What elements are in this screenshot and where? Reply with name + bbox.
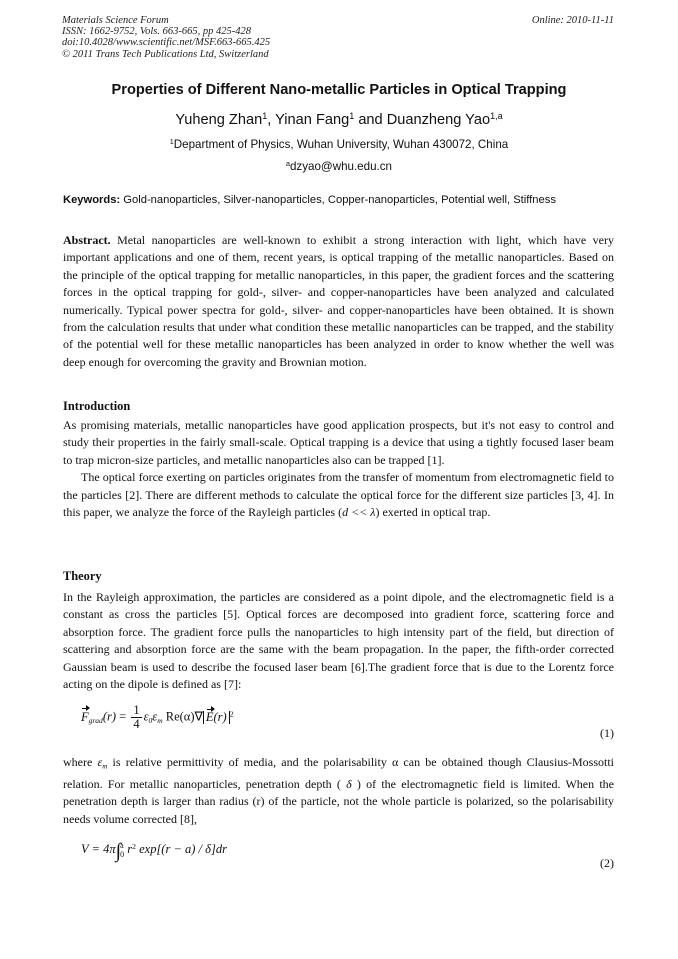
theory-body	[63, 589, 614, 693]
author-name: Yinan Fang	[275, 112, 350, 128]
copyright-line: © 2011 Trans Tech Publications Ltd, Switzerland	[62, 48, 269, 60]
journal-name: Materials Science Forum	[62, 15, 169, 26]
author-list	[0, 112, 678, 128]
keywords	[63, 194, 615, 206]
author-separator: ,	[267, 112, 276, 128]
online-date: Online: 2010-11-11	[531, 15, 614, 26]
email-line	[0, 160, 678, 173]
author-affil-mark: 1	[262, 111, 268, 122]
author-name: Yuheng Zhan	[175, 112, 263, 128]
theory-paragraph-1: In the Rayleigh approximation, the particles are considered as a point dipole, and the electromagnetic field is a constant as cross the particles [5]. Optical forces are decomposed into gradient force, scattering force and absorption force. The gradient force pulls the nanoparticles to high intensity part of the field, but direction of scattering and absorption force are the same with the beam propagation. In the paper, the fifth-order corrected Gaussian beam is used to describe the focused laser beam [6].The gradient force that is due to the Lorentz force acting on the dipole is defined as [7]:	[63, 590, 614, 692]
rayleigh-condition: d << λ	[342, 505, 376, 520]
introduction-body	[63, 417, 614, 521]
issn-line: ISSN: 1662-9752, Vols. 663-665, pp 425-428	[62, 26, 251, 38]
affiliation-mark: 1	[169, 137, 174, 147]
affiliation-text: Department of Physics, Wuhan University, Wuhan 430072, China	[173, 138, 509, 151]
gradient-force-formula: $F_{grad}(r)$ = $\frac{1}{4}$ $\varepsilon_0\varepsilon_m$ Re(α)∇ E(r) $^2$	[81, 703, 234, 732]
paper-title: Properties of Different Nano-metallic Particles in Optical Trapping	[111, 82, 567, 98]
email-mark: a	[285, 159, 290, 169]
abstract-text: Metal nanoparticles are well-known to exhibit a strong interaction with light, which have very important applications and one of them, recent years, is optical trapping of the metallic nanoparticles. Based on the principle of the optical trapping for metallic nanoparticles, in this paper, the gradient forces and the scattering forces in the optical trapping for gold-, silver- and copper-nanoparticles have been analyzed and calculated numerically. Typical power spectra for gold-, silver- and copper-nanoparticles have been obtained. It is shown from the calculation results that under what condition these metallic nanoparticles can be trapped, and the stability of the potential well for these metallic nanoparticles has been analyzed in order to know whether the well was deep enough for overcoming the gravity and Brownian motion.	[63, 233, 614, 369]
doi-line: doi:10.4028/www.scientific.net/MSF.663-665.425	[62, 37, 271, 49]
equation-2-number: (2)	[600, 856, 614, 870]
keywords-text: Gold-nanoparticles, Silver-nanoparticles, Copper-nanoparticles, Potential well, Stiffness	[120, 194, 556, 206]
section-heading-theory: Theory	[63, 569, 102, 583]
author-affil-mark: 1,a	[490, 111, 503, 122]
journal-header	[62, 15, 270, 60]
theory-body-2	[63, 754, 614, 828]
equation-2	[63, 838, 614, 870]
equation-1	[63, 704, 614, 750]
intro-paragraph-2: The optical force exerting on particles originates from the transfer of momentum from electromagnetic field to the particles [2]. There are different methods to calculate the optical force for the different size particles [3, 4]. In this paper, we analyze the force of the Rayleigh particles (d << λ) exerted in optical trap.	[63, 470, 614, 520]
volume-integral-formula: V = 4π∫ a 0 $r^2$ exp[(r − a) / δ]dr	[81, 840, 227, 862]
theory-paragraph-2: where $\varepsilon_m$ is relative permittivity of media, and the polarisability α can be obtained though Clausius-Mossotti relation. For metallic nanoparticles, penetration depth ( δ ) of the electromagnetic field is limited. When the penetration depth is larger than radius (r) of the particle, not the whole particle is polarized, so the polarisability needs volume corrected [8],	[63, 755, 614, 826]
author-affil-mark: 1	[349, 111, 355, 122]
section-heading-introduction: Introduction	[63, 399, 131, 413]
email-address: dzyao@whu.edu.cn	[289, 160, 392, 173]
abstract	[63, 232, 614, 371]
keywords-label: Keywords:	[63, 194, 121, 206]
fraction: $\frac{1}{4}$	[133, 703, 140, 732]
affiliation	[0, 138, 678, 151]
abstract-label: Abstract.	[63, 233, 111, 247]
author-name: Duanzheng Yao	[386, 112, 491, 128]
equation-1-number: (1)	[600, 726, 614, 740]
author-separator: and	[354, 112, 387, 128]
intro-paragraph-1: As promising materials, metallic nanoparticles have good application prospects, but it's not easy to control and study their properties in the fairly small-scale. Optical trapping is a device that using a tightly focused laser beam to trap micron-size particles, and metallic nanoparticles also can be trapped [1].	[63, 418, 614, 467]
